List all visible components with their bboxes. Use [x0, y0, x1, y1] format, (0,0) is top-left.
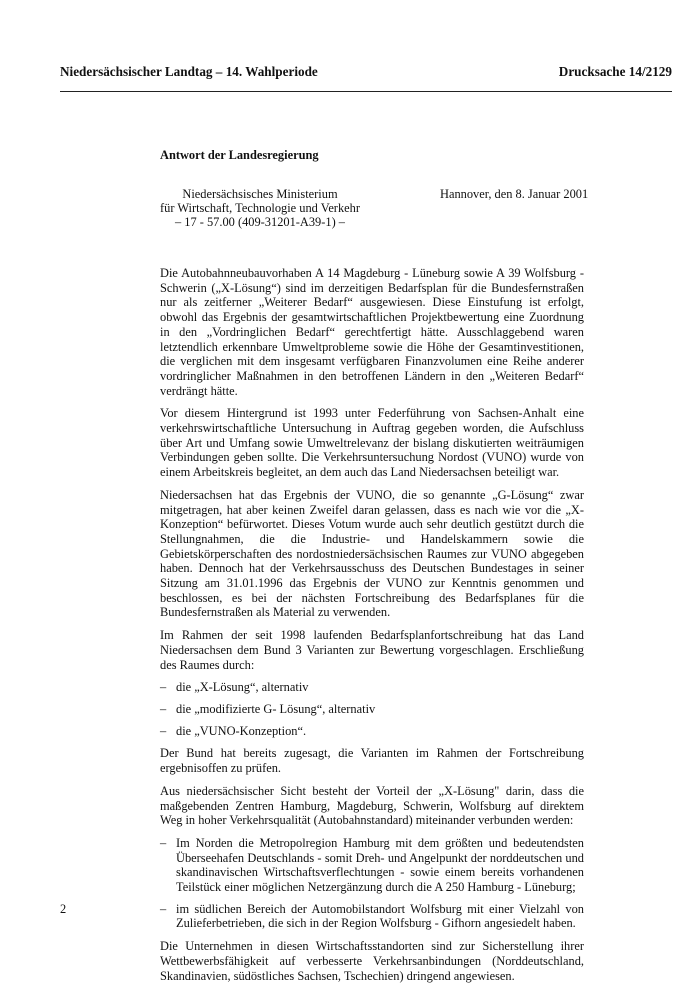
dash-marker: –: [160, 835, 167, 850]
dash-marker: –: [160, 680, 167, 695]
dash-marker: –: [160, 901, 167, 916]
region-list: [160, 836, 584, 931]
list-item: [160, 902, 584, 931]
place-date: Hannover, den 8. Januar 2001: [440, 187, 589, 201]
ministry-block: [160, 187, 360, 230]
header-title: Niedersächsischer Landtag – 14. Wahlperiode: [60, 64, 318, 79]
paragraph: Im Rahmen der seit 1998 laufenden Bedarfsplanfortschreibung hat das Land Niedersachsen dem Bund 3 Varianten zur Bewertung vorgeschlagen. Erschließung des Raumes durch:: [160, 628, 584, 672]
list-item: [160, 702, 584, 717]
dash-marker: –: [160, 701, 167, 716]
list-item-text: die „modifizierte G- Lösung“, alternativ: [176, 701, 376, 716]
paragraph: Die Autobahnneubauvorhaben A 14 Magdeburg - Lüneburg sowie A 39 Wolfsburg - Schwerin („X-Lösung“) sind im derzeitigen Bedarfsplan für die Bundesfernstraßen nur als zeitferner „Weiterer Bedarf“ ausgewiesen. Diese Einstufung ist erfolgt, obwohl das Ergebnis der gesamtwirtschaftlichen Projektbewertung eine Zuordnung in den „Vordringlichen Bedarf“ gerechtfertigt hätte. Ausschlaggebend waren letztendlich erkennbare Umweltprobleme sowie die Höhe der Gesamtinvestitionen, die verglichen mit dem insgesamt verfügbaren Finanzvolumen eine Reihe anderer vordringlicher Maßnahmen in den betroffenen Ländern in den „Weiteren Bedarf“ verdrängt hätte.: [160, 266, 584, 398]
list-item-text: Im Norden die Metropolregion Hamburg mit dem größten und bedeutendsten Überseehafen Deutschlands - somit Dreh- und Angelpunkt der norddeutschen und skandinavischen Wirtschaftsverflechtungen - sowie einem bereits vorhandenen Teilstück einer möglichen Netzergänzung durch die A 250 Hamburg - Lüneburg;: [176, 835, 584, 895]
dash-marker: –: [160, 723, 167, 738]
body-text: [160, 266, 584, 991]
paragraph: Die Unternehmen in diesen Wirtschaftsstandorten sind zur Sicherstellung ihrer Wettbewerbsfähigkeit auf verbesserte Verkehrsanbindungen (Norddeutschland, Skandinavien, südöstliches Sachsen, Tschechien) dringend angewiesen.: [160, 939, 584, 983]
ministry-line: Niedersächsisches Ministerium: [182, 187, 338, 201]
list-item: [160, 724, 584, 739]
paragraph: Niedersachsen hat das Ergebnis der VUNO, die so genannte „G-Lösung“ zwar mitgetragen, hat aber keinen Zweifel daran gelassen, dass es nach wie vor die „X-Konzeption“ befürwortet. Dieses Votum wurde auch sehr deutlich gestützt durch die Stellungnahmen, die die Industrie- und Handelskammern sowie die Gebietskörperschaften des nordostniedersächsischen Raumes zur VUNO abgegeben haben. Dennoch hat der Verkehrsausschuss des Deutschen Bundestages in seiner Sitzung am 31.01.1996 das Ergebnis der VUNO zur Kenntnis genommen und beschlossen, es bei der nächsten Fortschreibung des Bedarfsplanes für die Bundesfernstraßen als Material zu verwenden.: [160, 487, 584, 620]
list-item-text: die „X-Lösung“, alternativ: [176, 680, 309, 695]
section-heading: Antwort der Landesregierung: [160, 148, 319, 162]
header-rule: [60, 91, 672, 92]
variant-list: [160, 680, 584, 738]
list-item: [160, 836, 584, 895]
ministry-reference: – 17 - 57.00 (409-31201-A39-1) –: [174, 215, 345, 230]
paragraph: Aus niedersächsischer Sicht besteht der Vorteil der „X-Lösung" darin, dass die maßgebenden Zentren Hamburg, Magdeburg, Schwerin, Wolfsburg auf direktem Weg in hoher Verkehrsqualität (Autobahnstandard) miteinander verbunden werden:: [160, 783, 584, 828]
paragraph: Der Bund hat bereits zugesagt, die Varianten im Rahmen der Fortschreibung ergebnisoffen zu prüfen.: [160, 746, 584, 776]
page-number: 2: [60, 902, 67, 916]
document-number: Drucksache 14/2129: [558, 64, 672, 79]
list-item-text: im südlichen Bereich der Automobilstandort Wolfsburg mit einer Vielzahl von Zulieferbetrieben, die sich in der Region Wolfsburg - Gifhorn angesiedelt haben.: [176, 901, 584, 931]
paragraph: Vor diesem Hintergrund ist 1993 unter Federführung von Sachsen-Anhalt eine verkehrswirtschaftliche Untersuchung in Auftrag gegeben worden, die Aufschluss über Art und Umfang sowie Umweltrelevanz der bislang diskutierten weiträumigen Verbindungen geben sollte. Die Verkehrsuntersuchung Nordost (VUNO) wurde von einem Arbeitskreis begleitet, an dem auch das Land Niedersachsen beteiligt war.: [160, 406, 584, 480]
list-item-text: die „VUNO-Konzeption“.: [176, 723, 307, 738]
list-item: [160, 680, 584, 695]
ministry-line: für Wirtschaft, Technologie und Verkehr: [160, 201, 360, 216]
